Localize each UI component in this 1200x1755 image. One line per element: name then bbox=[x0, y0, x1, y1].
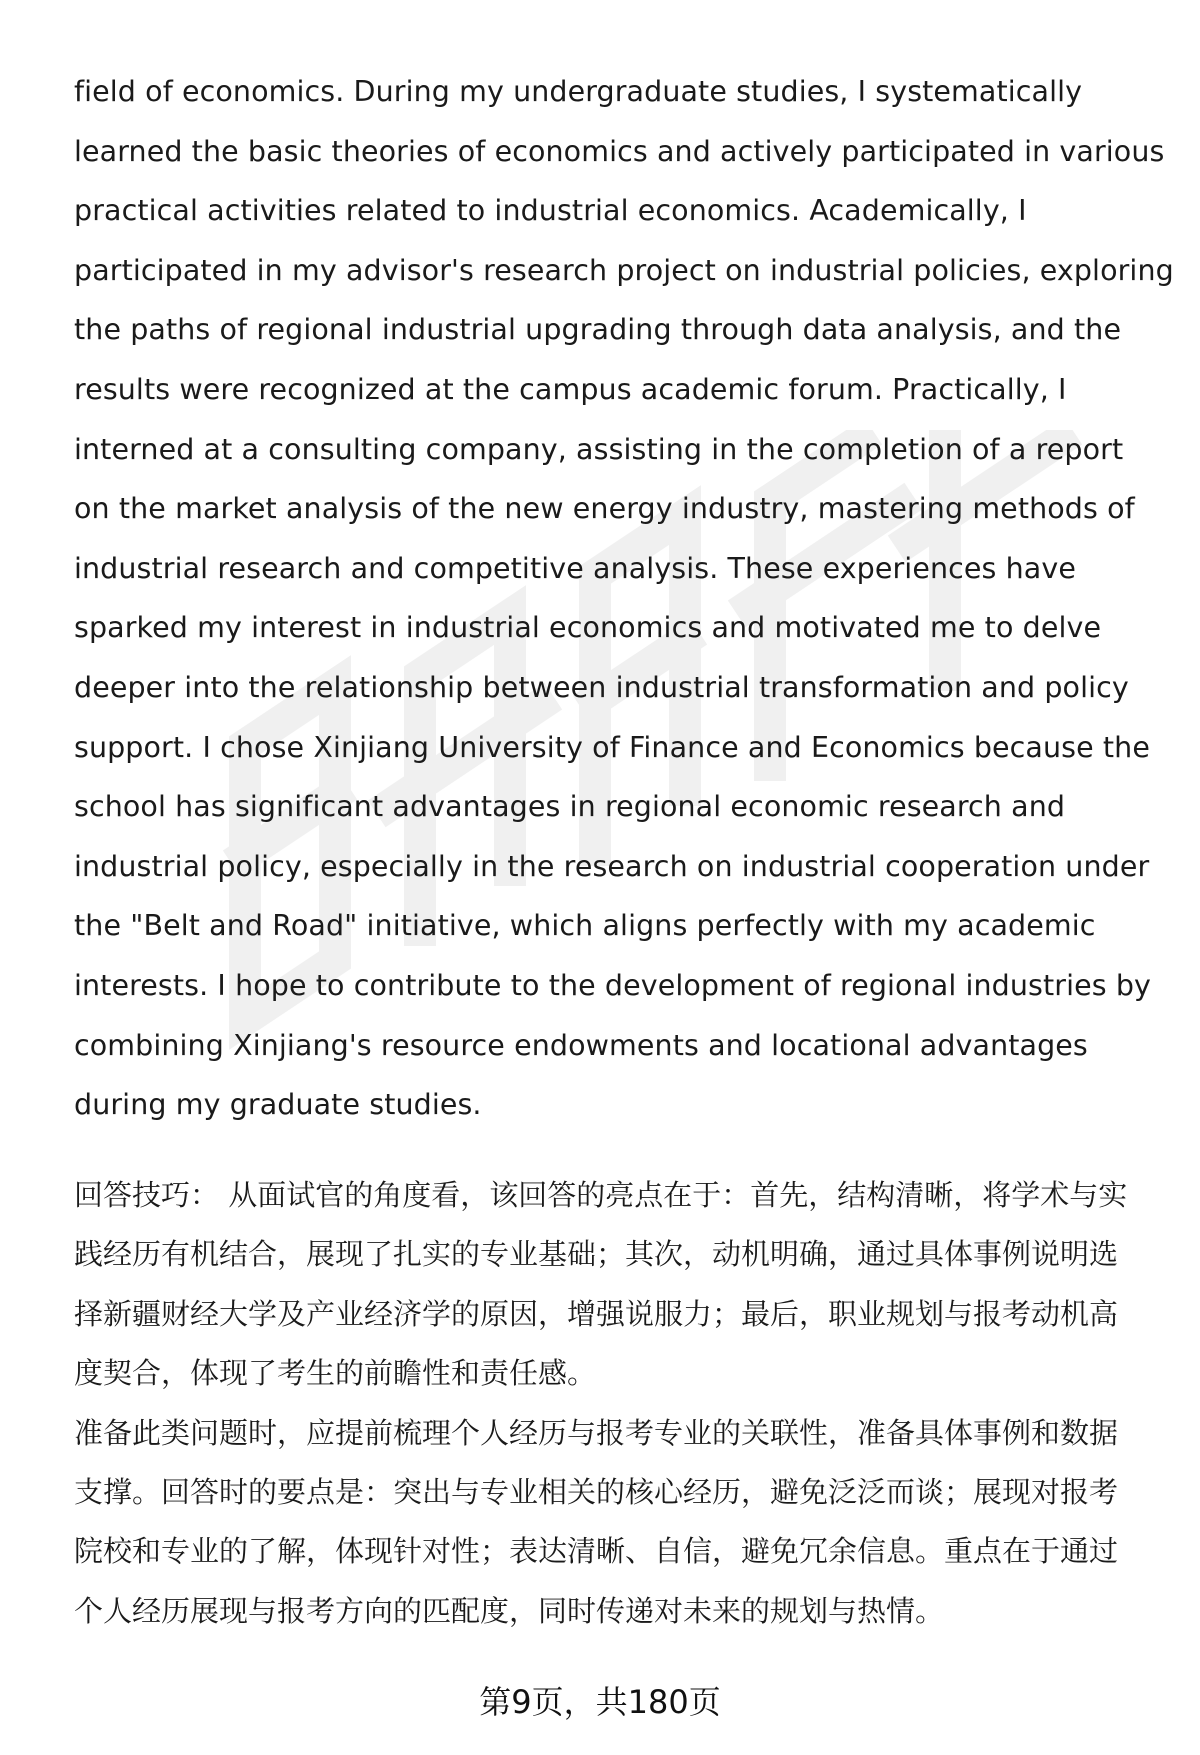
answer-tips bbox=[74, 1166, 1154, 1641]
tips-line: 院校和专业的了解，体现针对性；表达清晰、自信，避免冗余信息。重点在于通过 bbox=[74, 1534, 1119, 1569]
page-number: 第9页，共180页 bbox=[479, 1683, 721, 1721]
essay-line: industrial research and competitive analysis. These experiences have bbox=[74, 551, 1076, 585]
essay-line: on the market analysis of the new energy industry, mastering methods of bbox=[74, 492, 1135, 526]
essay-line: sparked my interest in industrial economics and motivated me to delve bbox=[74, 611, 1102, 645]
essay-line: interests. I hope to contribute to the development of regional industries by bbox=[74, 968, 1151, 1002]
essay-paragraph bbox=[74, 62, 1174, 1135]
essay-line: support. I chose Xinjiang University of Finance and Economics because the bbox=[74, 730, 1150, 764]
essay-line: deeper into the relationship between industrial transformation and policy bbox=[74, 670, 1129, 704]
tips-line: 准备此类问题时，应提前梳理个人经历与报考专业的关联性，准备具体事例和数据 bbox=[74, 1415, 1119, 1450]
tips-line: 度契合，体现了考生的前瞻性和责任感。 bbox=[74, 1356, 597, 1391]
tips-line: 践经历有机结合，展现了扎实的专业基础；其次，动机明确，通过具体事例说明选 bbox=[74, 1237, 1119, 1272]
tips-line: 择新疆财经大学及产业经济学的原因，增强说服力；最后，职业规划与报考动机高 bbox=[74, 1296, 1119, 1331]
essay-line: the "Belt and Road" initiative, which aligns perfectly with my academic bbox=[74, 909, 1096, 943]
essay-line: field of economics. During my undergraduate studies, I systematically bbox=[74, 75, 1083, 108]
tips-line: 支撑。回答时的要点是：突出与专业相关的核心经历，避免泛泛而谈；展现对报考 bbox=[74, 1475, 1119, 1510]
essay-line: the paths of regional industrial upgrading through data analysis, and the bbox=[74, 313, 1122, 347]
essay-line: interned at a consulting company, assisting in the completion of a report bbox=[74, 432, 1124, 466]
essay-line: practical activities related to industrial economics. Academically, I bbox=[74, 194, 1027, 228]
tips-line: 个人经历展现与报考方向的匹配度，同时传递对未来的规划与热情。 bbox=[74, 1593, 945, 1628]
tips-line: 回答技巧： 从面试官的角度看，该回答的亮点在于：首先，结构清晰，将学术与实 bbox=[74, 1178, 1128, 1212]
essay-line: combining Xinjiang's resource endowments and locational advantages bbox=[74, 1028, 1088, 1062]
essay-line: participated in my advisor's research project on industrial policies, exploring bbox=[74, 253, 1174, 287]
essay-line: school has significant advantages in regional economic research and bbox=[74, 790, 1066, 824]
essay-line: results were recognized at the campus academic forum. Practically, I bbox=[74, 372, 1067, 406]
essay-line: learned the basic theories of economics and actively participated in various bbox=[74, 134, 1165, 168]
essay-line: industrial policy, especially in the research on industrial cooperation under bbox=[74, 849, 1150, 883]
essay-line: during my graduate studies. bbox=[74, 1088, 482, 1122]
